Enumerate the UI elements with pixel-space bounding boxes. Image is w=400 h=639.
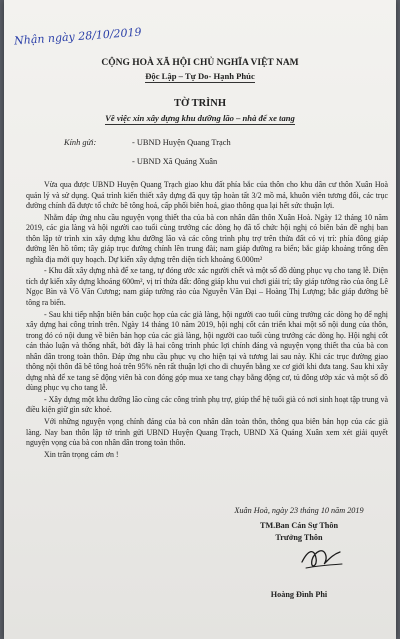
motto-text: Độc Lập – Tự Do- Hạnh Phúc <box>145 71 255 81</box>
handwritten-signature <box>296 540 346 578</box>
place-date: Xuân Hoà, ngày 23 tháng 10 năm 2019 <box>234 506 364 515</box>
paragraph-cadre-meeting: - Sau khi tiếp nhận biên bản cuộc họp của các già làng, hội người cao tuổi cùng trưởng các dòng họ để nghị xây dựng hai công trình trên. Ngày 14 tháng 10 năm 2019, hội nghị cốt cán triển khai một số nội dung của thôn, trong đó có nội dung về biên bản họp của các già làng, hội người cao tuổi cùng trưởng các dòng họ. Hội nghị cốt cán thảo luận và thống nhất, bởi đây là hai công trình phúc lợi chính đáng và nguyện vọng thiết tha của bà con nhân dân trong toàn thôn. Đáp ứng nhu cầu phục vụ cho hiện tại và tương lai sau này. Khi các trục đường giao thông nội thôn đã bê tông hoá trên 95% nên rất thuận lợi cho di chuyển bằng xe cơ giới khi đưa tang. Sau khi xây dựng nhà để xe tang sẽ động viên bà con đóng góp mua xe tang chạy bằng động cơ, tủ đông ướp xác và một số đồ dùng phục vụ cho tang lễ. <box>26 309 388 393</box>
recipients-label: Kính gửi: <box>64 138 97 147</box>
paragraph-hearse-garage: - Khu đất xây dựng nhà để xe tang, tự đóng ước xác người chết và một số đồ dùng phục vụ cho tang lễ. Diện tích dự kiến xây dựng khoảng 600m², vị trí thửa đất: đông giáp khu vui chơi giải trí; tây giáp tường rào của ông Lê Ngọc Bìn và Võ Văn Cương; nam giáp tường rào của Nguyễn Văn Đại – Hoàng Thị Lượng; bắc giáp đường bê tông ra biển. <box>26 266 389 308</box>
handwritten-receipt-note: Nhận ngày 28/10/2019 <box>13 25 142 48</box>
signer-name: Hoàng Đình Phi <box>270 590 328 599</box>
subject-text: Về việc xin xây dựng khu dưỡng lão – nhà để xe tang <box>105 113 295 123</box>
document-body <box>26 180 388 461</box>
paragraph-meeting: Nhằm đáp ứng nhu cầu nguyện vọng thiết tha của bà con nhân dân thôn Xuân Hoà. Ngày 12 tháng 10 năm 2019, các gia làng và hội người cao tuổi cùng trưởng các dòng họ đã tổ chức hội nghị có biên bản đề nghị ban thôn lập tờ trình xin xây dựng khu dưỡng lão và các công trình phụ trợ trên thửa đất có vị trí: phía đông giáp đường lên hồ tôm; tây giáp trục đường chính lên trung đài; nam giáp đường ra biển; bắc giáp khoảng trống dền nghĩa địa mới quy hoạch. Dự kiến xây dựng trên diện tích khoảng 6.000m² <box>26 212 388 264</box>
nation-header: CỘNG HOÀ XÃ HỘI CHỦ NGHĨA VIỆT NAM <box>101 58 299 68</box>
signer-role: Trưởng Thôn <box>275 533 323 542</box>
paragraph-intro: Vừa qua được UBND Huyện Quang Trạch giao khu đất phía bắc của thôn cho khu dân cư thôn Xuân Hoà quản lý và sử dụng. Quá trình kiến thiết xây dựng đã quy tập hoàn tất 3/2 mồ mả, khuôn viên tương đối, các trục đường chính đã được tổ chức bê tông hoá, cấp phối biên hoá, giao thông qua lại hết sức thuận lợi. <box>26 180 388 211</box>
document-subject <box>4 113 396 123</box>
paragraph-request: Với những nguyện vọng chính đáng của bà con nhân dân toàn thôn, thông qua biên bản họp của các già làng. Nay ban thôn lập tờ trình gửi UBND Huyện Quang Trạch, UBND Xã Quảng Xuân xem xét giải quyết nguyện vọng của bà con nhân dân trong toàn thôn. <box>26 417 388 448</box>
paragraph-thanks: Xin trân trọng cám ơn ! <box>44 449 119 459</box>
recipient-commune: - UBND Xã Quảng Xuân <box>132 157 218 166</box>
signer-organization: TM.Ban Cán Sự Thôn <box>259 521 339 530</box>
paragraph-nursing-home: - Xây dựng một khu dưỡng lão cùng các công trình phụ trợ, giúp thể hệ tuổi già có nơi sinh hoạt tập trung và điều kiện giữ gìn sức khoẻ. <box>26 394 388 415</box>
document-title: TỜ TRÌNH <box>173 98 227 109</box>
motto-header <box>4 71 396 81</box>
recipient-district: - UBND Huyện Quang Trạch <box>132 138 231 147</box>
document-page <box>4 0 396 639</box>
